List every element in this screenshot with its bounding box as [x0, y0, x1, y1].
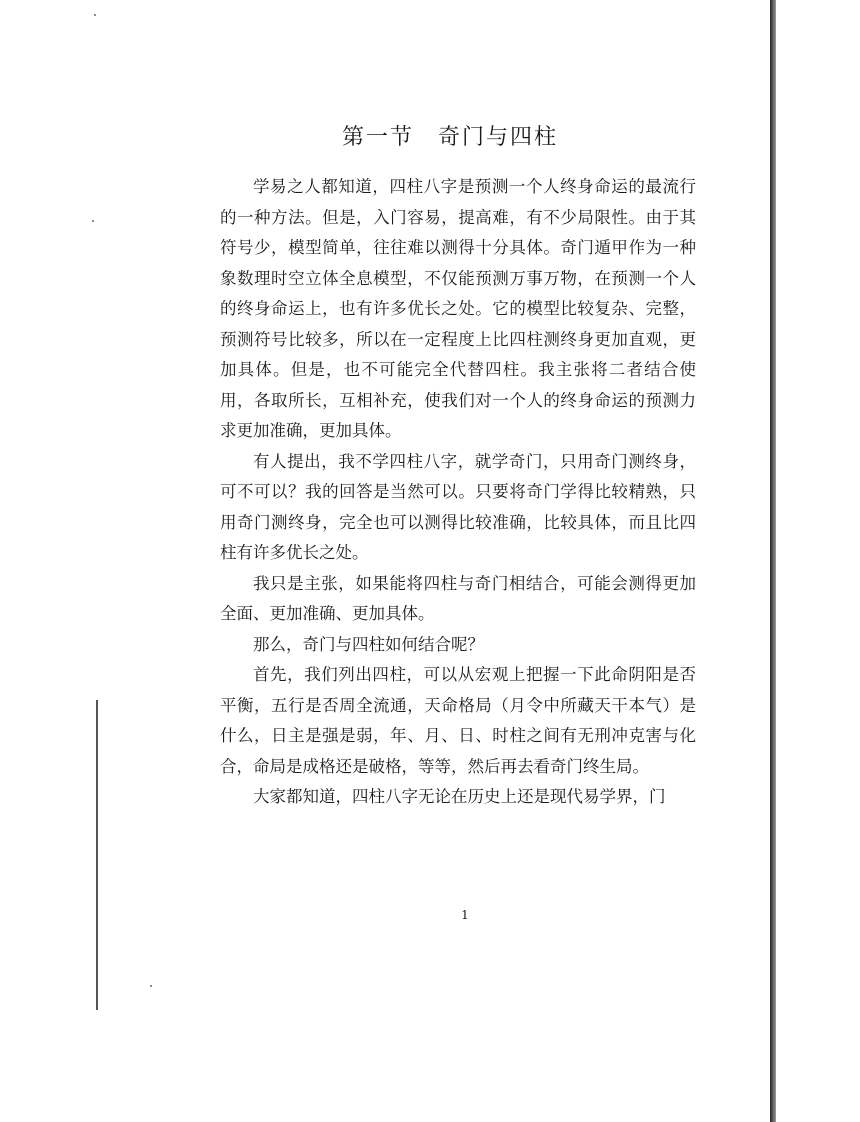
- paragraph: 大家都知道，四柱八字无论在历史上还是现代易学界，门: [253, 787, 666, 806]
- scan-speck: [150, 985, 152, 987]
- paragraph: 学易之人都知道，四柱八字是预测一个人终身命运的最流行的一种方法。但是，入门容易，提高难，有不少局限性。由于其符号少，模型简单，往往难以测得十分具体。奇门遁甲作为一种象数理时空立体全息模型，不仅能预测万事万物，在预测一个人的终身命运上，也有许多优长之处。它的模型比较复杂、完整，预测符号比较多，所以在一定程度上比四柱测终身更加直观，更加具体。但是，也不可能完全代替四柱。我主张将二者结合使用，各取所长，互相补充，使我们对一个人的终身命运的预测力求更加准确，更加具体。: [220, 177, 696, 440]
- section-title: 第一节 奇门与四柱: [341, 125, 558, 150]
- paragraph: 有人提出，我不学四柱八字，就学奇门，只用奇门测终身，可不可以？我的回答是当然可以。只要将奇门学得比较精熟，只用奇门测终身，完全也可以测得比较准确，比较具体，而且比四柱有许多优长之处。: [220, 451, 696, 562]
- paragraph: 那么，奇门与四柱如何结合呢？: [253, 634, 484, 654]
- scan-speck: [92, 220, 94, 222]
- page-number: 1: [461, 908, 469, 922]
- body-text: [220, 172, 696, 813]
- scan-edge-left: [96, 700, 98, 1010]
- scan-edge-right: [770, 0, 776, 1122]
- paragraph: 我只是主张，如果能将四柱与奇门相结合，可能会测得更加全面、更加准确、更加具体。: [220, 573, 696, 623]
- paragraph: 首先，我们列出四柱，可以从宏观上把握一下此命阴阳是否平衡，五行是否周全流通，天命格局（月令中所藏天干本气）是什么，日主是强是弱，年、月、日、时柱之间有无刑冲克害与化合，命局是成格还是破格，等等，然后再去看奇门终生局。: [220, 665, 696, 776]
- scan-speck: [94, 14, 96, 16]
